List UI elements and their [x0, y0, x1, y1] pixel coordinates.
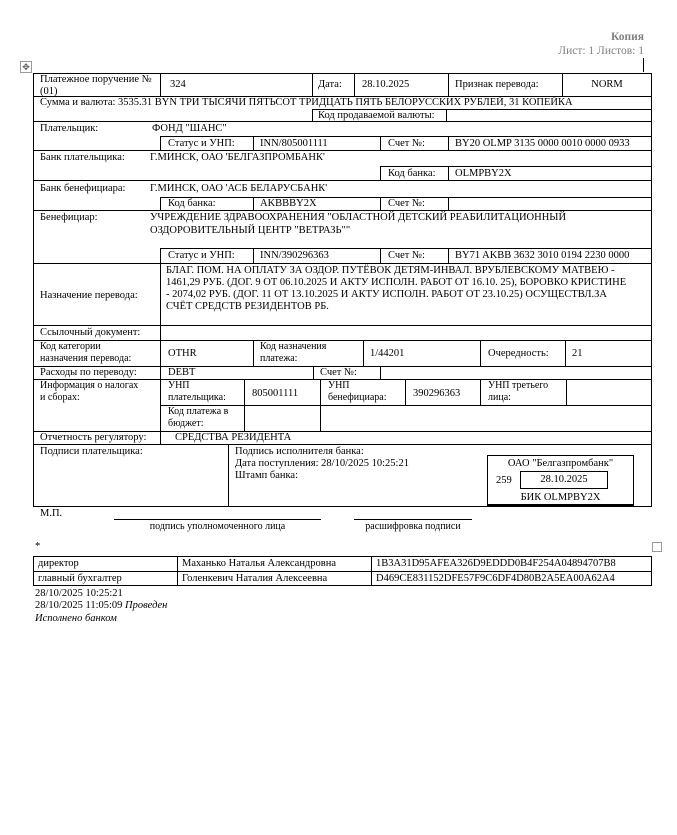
footer-time1: 28/10/2025 10:25:21 — [35, 588, 123, 599]
mp-label: М.П. — [40, 508, 63, 519]
sign-decode-caption: расшифровка подписи — [365, 521, 461, 532]
footer-time2: 28/10/2025 11:05:09 — [35, 600, 123, 611]
payer-label: Плательщик: — [40, 123, 99, 134]
priority-label: Очередность: — [488, 348, 549, 359]
divider — [643, 58, 644, 72]
copy-label: Копия — [611, 31, 644, 43]
payment-code-label-line2: платежа: — [260, 353, 298, 364]
stamp-number: 259 — [496, 475, 512, 486]
beneficiary-status-label: Статус и УНП: — [168, 250, 235, 261]
stamp-date: 28.10.2025 — [540, 474, 588, 485]
payer-bank-name: Г.МИНСК, ОАО 'БЕЛГАЗПРОМБАНК' — [150, 152, 325, 163]
purpose-line: СЧЁТ СРЕДСТВ РЕЗИДЕНТОВ РБ. — [166, 301, 329, 312]
third-unp-label-line2: лица: — [488, 392, 511, 403]
taxes-label-line2: и сборах: — [40, 392, 80, 403]
stamp-bic: БИК OLMPBY2X — [520, 492, 601, 503]
authorized-sign-caption: подпись уполномоченного лица — [149, 521, 286, 532]
taxes-label-line1: Информация о налогах — [40, 380, 139, 391]
category-label-line2: назначения перевода: — [40, 353, 132, 364]
stamp-label: Штамп банка: — [235, 470, 298, 481]
footer-status: Проведен — [125, 600, 168, 611]
payer-bank-code: OLMPBY2X — [455, 168, 512, 179]
third-unp-label-line1: УНП третьего — [488, 380, 549, 391]
purpose-line: БЛАГ. ПОМ. НА ОПЛАТУ ЗА ОЗДОР. ПУТЁВОК ДЕТЯМ-ИНВАЛ. ВРУБЛЕВСКОМУ МАТВЕЮ - — [166, 265, 615, 276]
purpose-label: Назначение перевода: — [40, 290, 138, 301]
expenses-value: DEBT — [168, 367, 196, 378]
expenses-label: Расходы по переводу: — [40, 367, 137, 378]
payer-status: INN/805001111 — [260, 138, 328, 149]
benef-bank-label: Банк бенефициара: — [40, 183, 126, 194]
benef-bank-code-label: Код банка: — [168, 198, 216, 209]
priority: 21 — [572, 348, 583, 359]
benef-bank-code: AKBBBY2X — [260, 198, 317, 209]
beneficiary-status: INN/390296363 — [260, 250, 329, 261]
payer-account: BY20 OLMP 3135 0000 0010 0000 0933 — [455, 138, 630, 149]
payer-name: ФОНД "ШАНС" — [152, 123, 227, 134]
benef-unp: 390296363 — [413, 388, 461, 399]
regulator-label: Отчетность регулятору: — [40, 432, 147, 443]
benef-bank-account-label: Счет №: — [388, 198, 425, 209]
sold-currency-label: Код продаваемой валюты: — [318, 110, 435, 121]
signer-hash: 1B3A31D95AFEA326D9EDDD0B4F254A04894707B8 — [376, 558, 616, 569]
transfer-sign-label: Признак перевода: — [455, 79, 539, 90]
beneficiary-name-line2: ОЗДОРОВИТЕЛЬНЫЙ ЦЕНТР "ВЕТРАЗЬ"" — [150, 225, 351, 236]
date-label: Дата: — [318, 79, 342, 90]
expenses-account-label: Счет №: — [320, 367, 357, 378]
asterisk: * — [35, 541, 41, 552]
order-title: Платежное поручение № (01) — [40, 74, 152, 97]
stamp-bank-name: ОАО "Белгазпромбанк" — [507, 458, 614, 469]
table-resize-handle-icon[interactable] — [652, 542, 662, 552]
payer-unp-label-line1: УНП — [168, 380, 190, 391]
benef-unp-label-line2: бенефициара: — [328, 392, 387, 403]
beneficiary-account-label: Счет №: — [388, 250, 425, 261]
benef-bank-name: Г.МИНСК, ОАО 'АСБ БЕЛАРУСБАНК' — [150, 183, 328, 194]
beneficiary-name-line1: УЧРЕЖДЕНИЕ ЗДРАВООХРАНЕНИЯ "ОБЛАСТНОЙ ДЕТСКИЙ РЕАБИЛИТАЦИОННЫЙ — [150, 212, 567, 223]
payer-bank-code-label: Код банка: — [388, 168, 436, 179]
signer-name: Маханько Наталья Александровна — [182, 558, 337, 569]
category-value: OTHR — [168, 348, 197, 359]
purpose-line: - 2074,02 РУБ. (ДОГ. 11 ОТ 13.10.2025 И АКТУ ИСПОЛН. РАБОТ ОТ 23.10.25) ОСУЩЕСТВЛ.ЗА — [166, 289, 607, 300]
purpose-line: 1461,29 РУБ. (ДОГ. 9 ОТ 06.10.2025 И АКТУ ИСПОЛН. РАБОТ ОТ 16.10. 25), БОРОВКО КРИСТИНЕ — [166, 277, 627, 288]
beneficiary-account: BY71 AKBB 3632 3010 0194 2230 0000 — [455, 250, 630, 261]
sheet-info: Лист: 1 Листов: 1 — [558, 45, 644, 57]
reference-doc-label: Ссылочный документ: — [40, 327, 141, 338]
payer-account-label: Счет №: — [388, 138, 425, 149]
category-label-line1: Код категории — [40, 341, 101, 352]
signer-role: директор — [38, 558, 79, 569]
payer-signatures-label: Подписи плательщика: — [40, 446, 143, 457]
footer-line2 — [35, 600, 167, 612]
footer-executed: Исполнено банком — [35, 613, 117, 624]
beneficiary-label: Бенефициар: — [40, 212, 98, 223]
amount-line: Сумма и валюта: 3535.31 BYN ТРИ ТЫСЯЧИ ПЯТЬСОТ ТРИДЦАТЬ ПЯТЬ БЕЛОРУССКИХ РУБЛЕЙ, 31 КОПЕЙКА — [40, 97, 573, 108]
payer-unp-label-line2: плательщика: — [168, 392, 226, 403]
payer-status-label: Статус и УНП: — [168, 138, 235, 149]
signer-role: главный бухгалтер — [38, 573, 122, 584]
payer-unp: 805001111 — [252, 388, 299, 399]
signer-hash: D469CE831152DFE57F9C6DF4D80B2A5EA00A62A4 — [376, 573, 615, 584]
signer-name: Голенкевич Наталия Алексеевна — [182, 573, 328, 584]
bank-exec-signature-label: Подпись исполнителя банка: — [235, 446, 364, 457]
order-date: 28.10.2025 — [362, 79, 410, 90]
transfer-sign: NORM — [591, 79, 623, 90]
benef-unp-label-line1: УНП — [328, 380, 350, 391]
receipt-date: Дата поступления: 28/10/2025 10:25:21 — [235, 458, 409, 469]
payer-bank-label: Банк плательщика: — [40, 152, 125, 163]
regulator-value: СРЕДСТВА РЕЗИДЕНТА — [175, 432, 292, 443]
order-number: 324 — [170, 79, 186, 90]
payment-code-label-line1: Код назначения — [260, 341, 327, 352]
budget-code-label-line2: бюджет: — [168, 418, 204, 429]
table-move-handle-icon[interactable]: ✥ — [20, 61, 32, 73]
budget-code-label-line1: Код платежа в — [168, 406, 229, 417]
payment-code: 1/44201 — [370, 348, 405, 359]
